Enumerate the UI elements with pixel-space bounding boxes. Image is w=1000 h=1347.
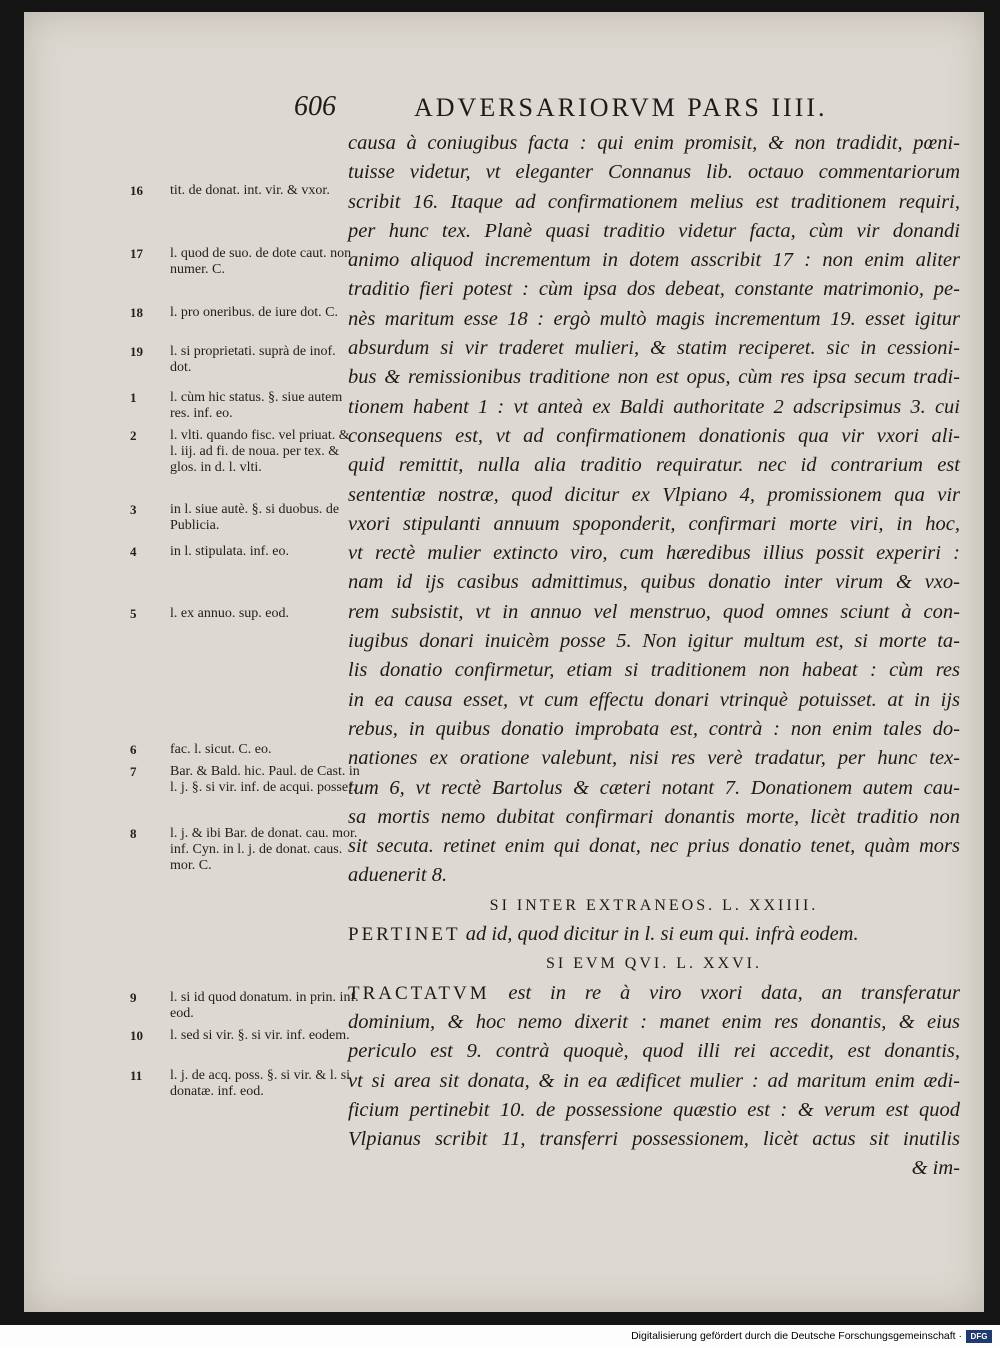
note-text: l. pro oneribus. de iure dot. C. (170, 305, 338, 320)
text-line: in ea causa esset, vt cum effectu donari vtrinquè potuisset. at in ijs (348, 688, 960, 711)
note-text: l. j. & ibi Bar. de donat. cau. mor. inf. Cyn. in l. j. de donat. caus. mor. C. (170, 826, 358, 873)
note-text: l. j. de acq. poss. §. si vir. & l. si donatæ. inf. eod. (170, 1068, 351, 1099)
note-text: l. vlti. quando fisc. vel priuat. & l. iij. ad fi. de noua. per tex. & glos. in d. l. vlti. (170, 428, 350, 475)
section-text: est in re à viro vxori data, an transferatur (489, 981, 960, 1004)
text-line: animo aliquod incrementum in dotem asscribit 17 : non enim aliter (348, 249, 960, 272)
text-line: vt si area sit donata, & in ea ædificet mulier : ad maritum enim ædi- (348, 1069, 960, 1092)
main-text (348, 129, 960, 1184)
section-heading: SI EVM QVI. L. XXVI. (546, 955, 762, 973)
digitization-credit: Digitalisierung gefördert durch die Deutsche Forschungsgemeinschaft · (631, 1330, 962, 1342)
text-line: nationes ex oratione valebunt, nisi res verè tradatur, per hunc tex- (348, 747, 960, 770)
note-number: 3 (130, 502, 137, 517)
note-text: l. sed si vir. §. si vir. inf. eodem. (170, 1028, 350, 1043)
folio-number: 606 (294, 91, 336, 122)
text-line: Vlpianus scribit 11, transferri possessionem, licèt actus sit inutilis (348, 1128, 960, 1151)
note-text: in l. stipulata. inf. eo. (170, 544, 289, 559)
note-text: l. si id quod donatum. in prin. inf. eod. (170, 990, 359, 1021)
catchword: & im- (911, 1157, 960, 1180)
note-text: in l. siue autè. §. si duobus. de Publicia. (170, 502, 340, 533)
book-page (24, 12, 984, 1312)
text-line: sententiæ nostræ, quod dicitur ex Vlpiano 4, promissionem qua vir (348, 483, 960, 506)
note-text: l. ex annuo. sup. eod. (170, 606, 289, 621)
text-line: nam id ijs casibus admittimus, quibus donatio inter virum & vxo- (348, 571, 960, 594)
text-line: per hunc tex. Planè quasi traditio videtur facta, cùm vir donandi (348, 219, 960, 242)
text-line: tionem habent 1 : vt anteà ex Baldi authoritate 2 adscripsimus 3. cui (348, 395, 960, 418)
text-line: nès maritum esse 18 : ergò multò magis incrementum 19. esset igitur (348, 307, 960, 330)
text-line: tuisse videtur, vt eleganter Connanus lib. octauo commentariorum (348, 161, 960, 184)
text-line: aduenerit 8. (348, 864, 448, 887)
text-line: periculo est 9. contrà quoquè, quod illi rei accedit, est donantis, (348, 1040, 960, 1063)
text-line: quid remittit, nulla alia traditio requiratur. nec id contrarium est (348, 454, 960, 477)
text-line: iugibus donari inuicèm posse 5. Non igitur multum est, si morte ta- (348, 630, 960, 653)
text-line: vxori stipulanti annuum spoponderit, confirmari morte viri, in hoc, (348, 512, 960, 535)
note-number: 2 (130, 428, 137, 443)
section-text: ad id, quod dicitur in l. si eum qui. infrà eodem. (460, 923, 859, 946)
running-title: ADVERSARIORVM PARS IIII. (414, 93, 828, 122)
text-line: sit secuta. retinet enim qui donat, nec prius donatio tenet, quàm mors (348, 835, 960, 858)
text-line: consequens est, vt ad confirmationem donationis qua vir vxori ali- (348, 424, 960, 447)
section-paragraph (348, 979, 960, 1155)
text-line: bus & remissionibus traditione non est opus, cùm res ipsa secum tradi- (348, 366, 960, 389)
text-line: traditio fieri potest : cùm ipsa dos debeat, constante matrimonio, pe- (348, 278, 960, 301)
text-line: sa mortis nemo dubitat confirmari donantis morte, licèt traditio non (348, 805, 960, 828)
note-number: 11 (130, 1068, 143, 1083)
text-line: vt rectè mulier extincto viro, cum hæredibus illius possit experiri : (348, 542, 960, 565)
note-number: 9 (130, 990, 137, 1005)
note-text: fac. l. sicut. C. eo. (170, 742, 272, 757)
page-header (24, 91, 984, 131)
note-number: 4 (130, 544, 137, 559)
section-lead-word: TRACTATVM (348, 982, 490, 1004)
note-text: l. quod de suo. de dote caut. non numer. C. (170, 246, 352, 277)
note-number: 8 (130, 826, 137, 841)
text-line: absurdum si vir traderet mulieri, & statim reciperet. sic in cessioni- (348, 337, 960, 360)
text-line: causa à coniugibus facta : qui enim promisit, & non tradidit, pœni- (348, 132, 960, 154)
note-text: tit. de donat. int. vir. & vxor. (170, 183, 330, 198)
text-line: rebus, in quibus donatio improbata est, contrà : non enim tales do- (348, 717, 960, 740)
note-number: 18 (130, 305, 143, 320)
note-text: Bar. & Bald. hic. Paul. de Cast. in l. j. §. si vir. inf. de acqui. possef. (170, 764, 360, 795)
note-number: 17 (130, 246, 143, 261)
note-number: 7 (130, 764, 137, 779)
note-number: 16 (130, 183, 143, 198)
note-number: 1 (130, 390, 137, 405)
text-line: tum 6, vt rectè Bartolus & cæteri notant 7. Donationem autem cau- (348, 776, 960, 799)
footer (0, 1327, 1000, 1347)
text-line: dominium, & hoc nemo dixerit : manet enim res donantis, & eius (348, 1010, 960, 1033)
text-line (348, 979, 960, 1008)
note-number: 19 (130, 344, 143, 359)
text-line: ficium pertinebit 10. de possessione quæstio est : & verum est quod (348, 1098, 960, 1121)
text-line: rem subsistit, vt in annuo vel menstruo, quod omnes sciunt à con- (348, 600, 960, 623)
note-number: 5 (130, 606, 137, 621)
text-line: lis donatio confirmetur, etiam si traditionem non habeat : cùm res (348, 659, 960, 682)
text-line: scribit 16. Itaque ad confirmationem melius est traditionem requiri, (348, 190, 960, 213)
note-text: l. cùm hic status. §. siue autem res. inf. eo. (170, 390, 343, 421)
note-number: 10 (130, 1028, 143, 1043)
section-lead-word: PERTINET (348, 924, 461, 946)
note-text: l. si proprietati. suprà de inof. dot. (170, 344, 336, 375)
body-paragraph (348, 129, 960, 891)
section-line (348, 920, 960, 949)
dfg-logo: DFG (966, 1330, 992, 1343)
note-number: 6 (130, 742, 137, 757)
section-heading: SI INTER EXTRANEOS. L. XXIIII. (489, 896, 819, 914)
